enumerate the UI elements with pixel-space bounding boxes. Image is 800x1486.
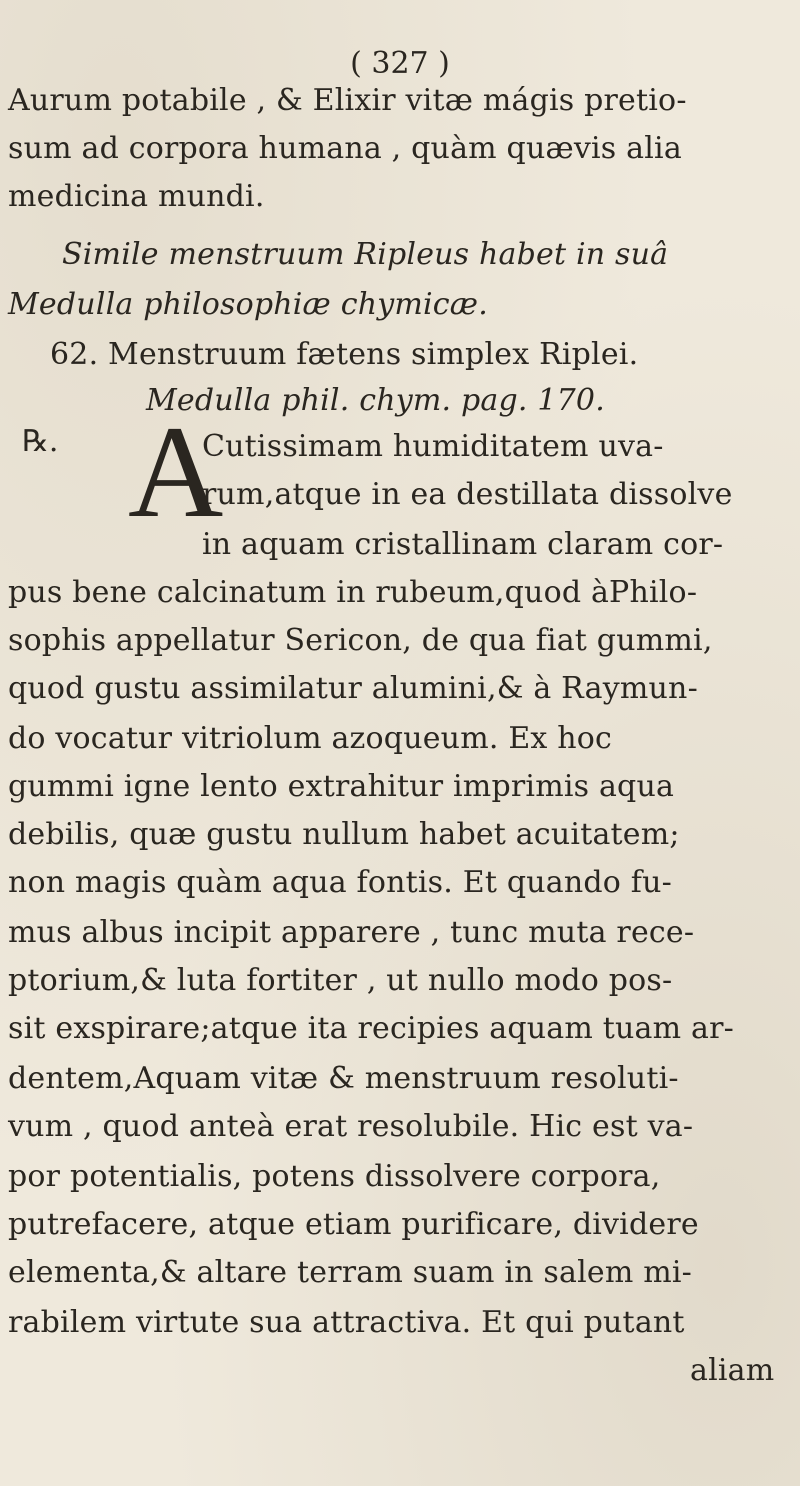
text-line: do vocatur vitriolum azoqueum. Ex hoc [8, 721, 613, 756]
text-line: pus bene calcinatum in rubeum,quod àPhilo- [8, 575, 698, 610]
text-line: ptorium,& luta fortiter , ut nullo modo pos- [8, 963, 673, 998]
text-line: putrefacere, atque etiam purificare, dividere [8, 1207, 699, 1242]
recipe-symbol: ℞. [22, 424, 59, 459]
text-line: 62. Menstruum fætens simplex Riplei. [50, 337, 639, 372]
text-line: Medulla phil. chym. pag. 170. [146, 383, 605, 418]
text-line: Cutissimam humiditatem uva- [202, 429, 664, 464]
text-line: in aquam cristallinam claram cor- [202, 527, 724, 562]
text-line: aliam [690, 1353, 775, 1388]
page-number: ( 327 ) [350, 46, 450, 81]
text-line: rabilem virtute sua attractiva. Et qui putant [8, 1305, 685, 1340]
text-line: gummi igne lento extrahitur imprimis aqua [8, 769, 675, 804]
text-line: non magis quàm aqua fontis. Et quando fu- [8, 865, 672, 900]
text-line: por potentialis, potens dissolvere corpora, [8, 1159, 661, 1194]
text-line: Aurum potabile , & Elixir vitæ mágis pretio- [8, 83, 687, 118]
text-line: rum,atque in ea destillata dissolve [202, 477, 733, 512]
drop-cap: A [128, 398, 224, 545]
text-line: mus albus incipit apparere , tunc muta rece- [8, 915, 695, 950]
text-line: medicina mundi. [8, 179, 265, 214]
text-line: debilis, quæ gustu nullum habet acuitatem; [8, 817, 680, 852]
text-line: elementa,& altare terram suam in salem mi- [8, 1255, 692, 1290]
text-line: Medulla philosophiæ chymicæ. [8, 287, 488, 322]
text-line: Simile menstruum Ripleus habet in suâ [62, 237, 669, 272]
text-line: vum , quod anteà erat resolubile. Hic est va- [8, 1109, 694, 1144]
text-line: quod gustu assimilatur alumini,& à Raymun- [8, 671, 698, 706]
text-line: dentem,Aquam vitæ & menstruum resoluti- [8, 1061, 679, 1096]
text-line: sit exspirare;atque ita recipies aquam tuam ar- [8, 1011, 734, 1046]
text-line: sum ad corpora humana , quàm quævis alia [8, 131, 682, 166]
text-line: sophis appellatur Sericon, de qua fiat gummi, [8, 623, 713, 658]
